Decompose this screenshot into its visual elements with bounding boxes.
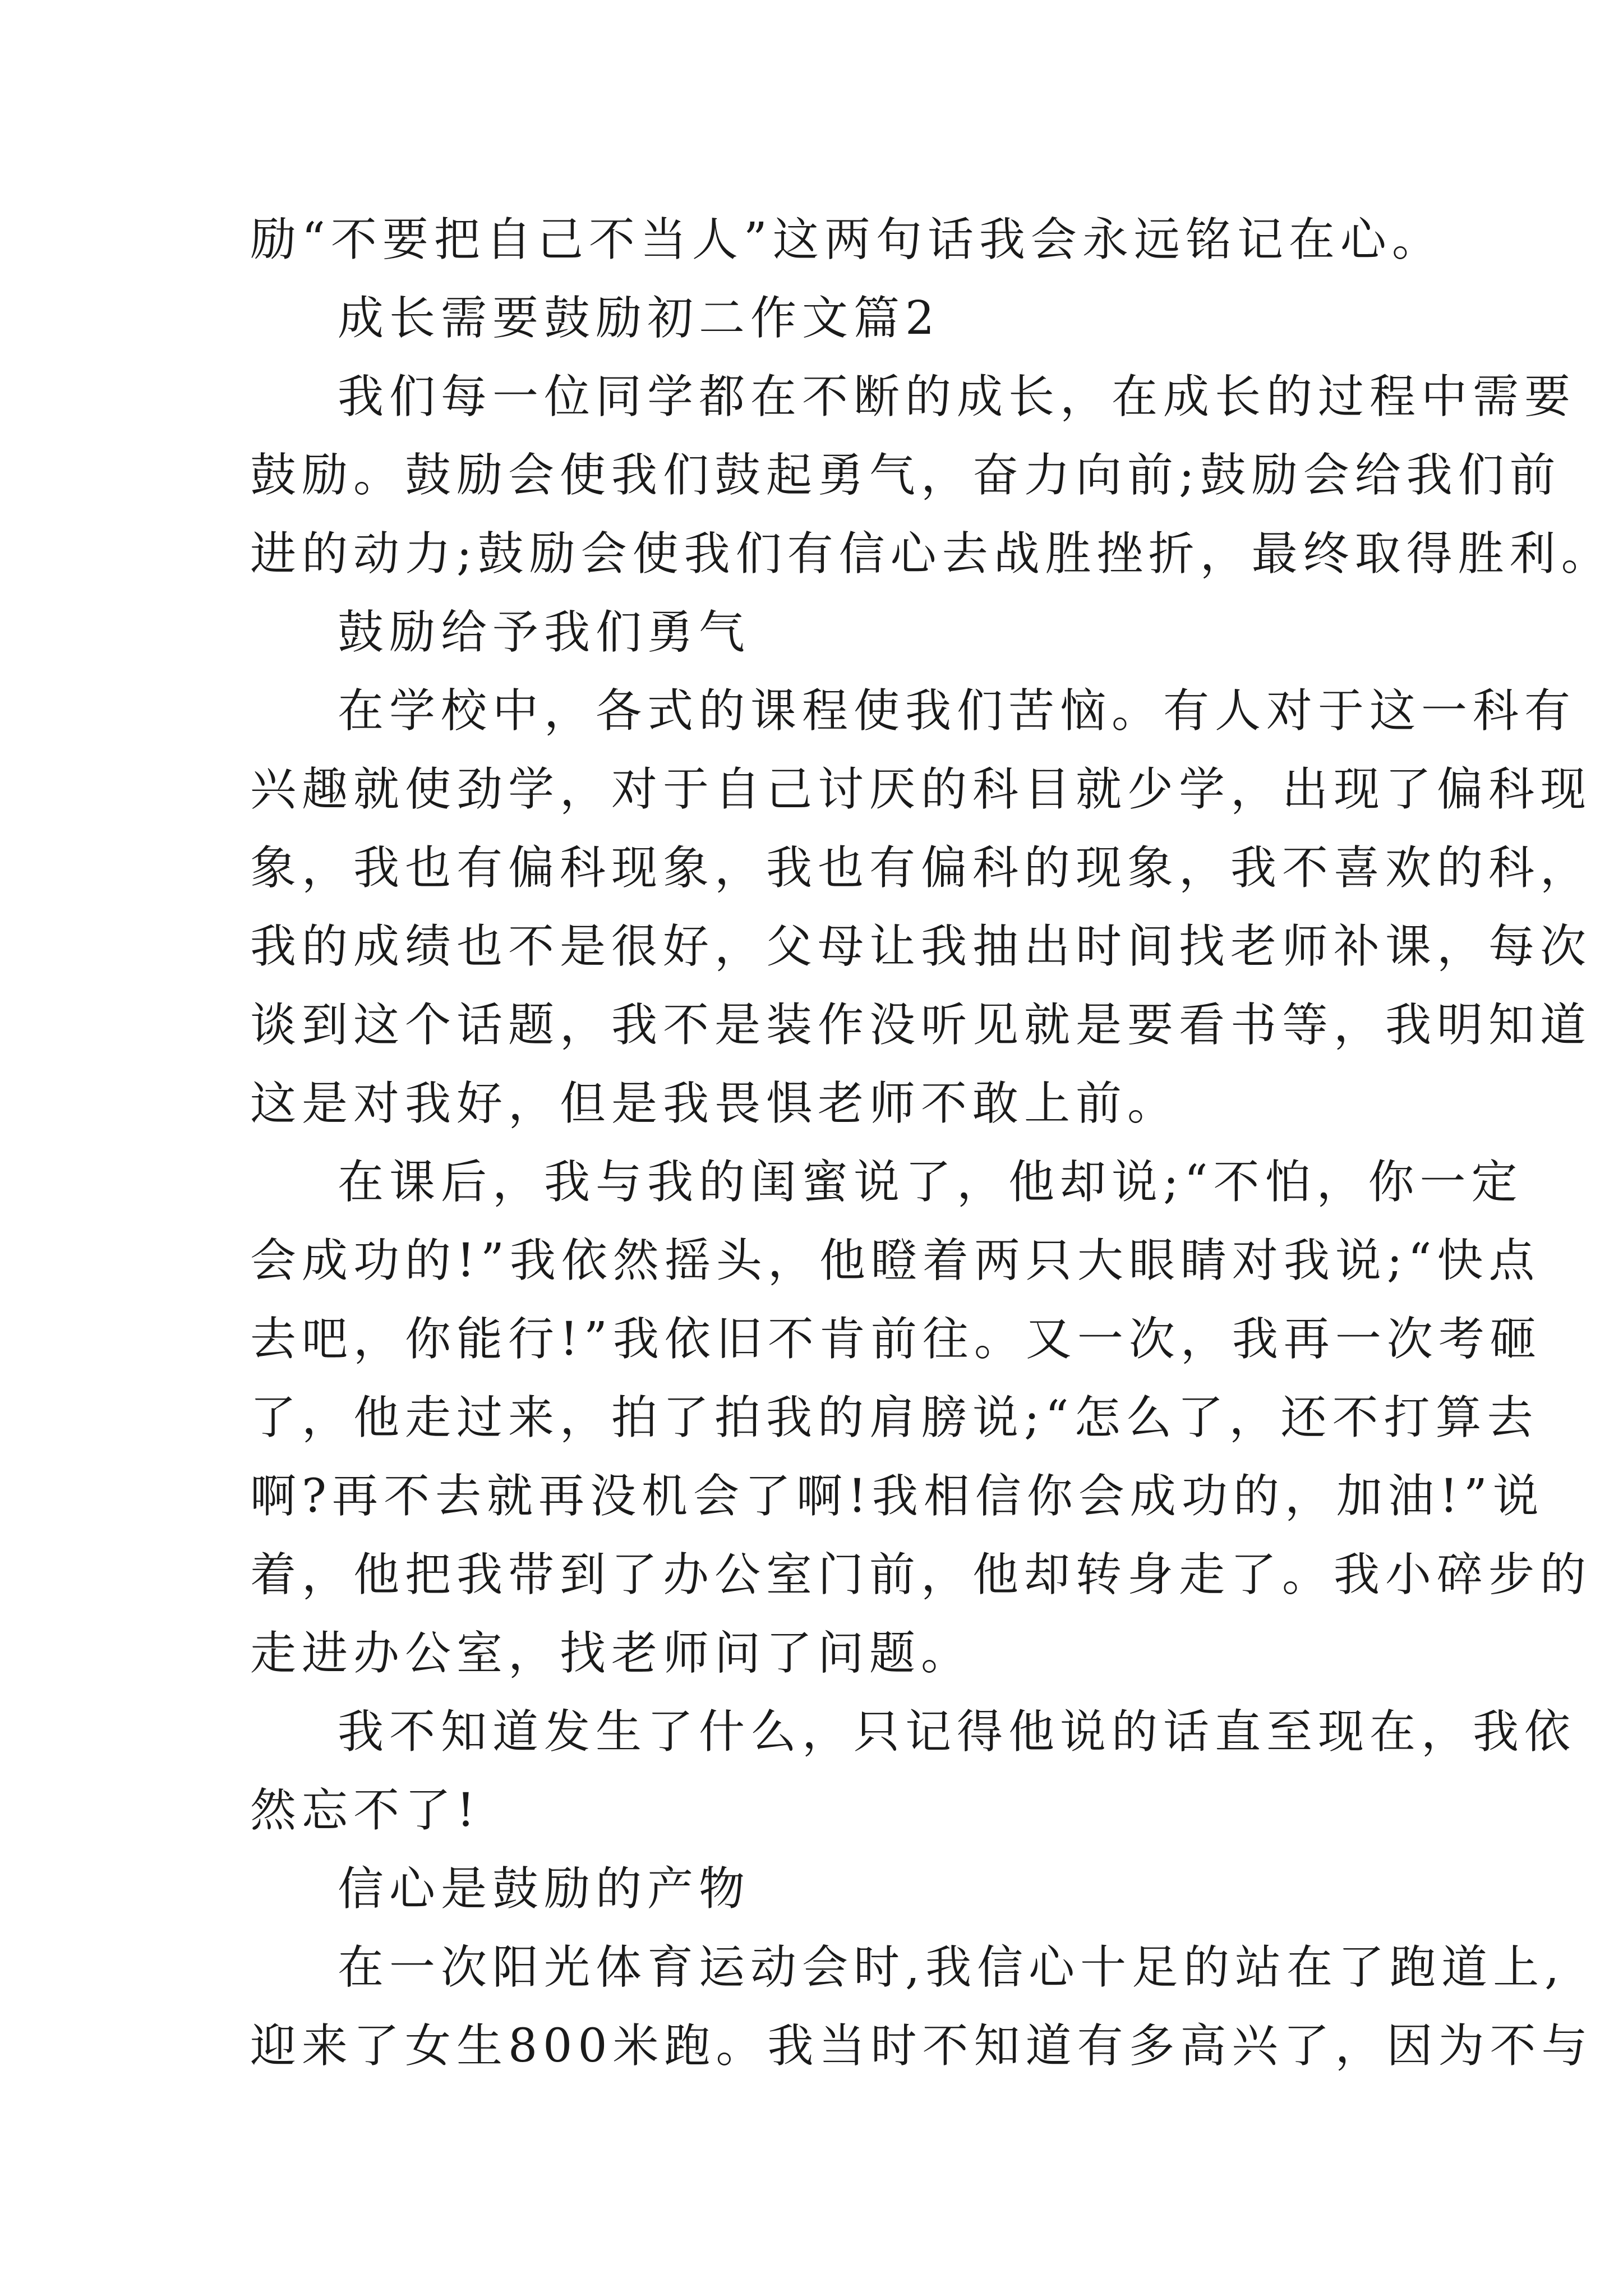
text-line: 兴趣就使劲学，对于自己讨厌的科目就少学，出现了偏科现: [250, 763, 1592, 816]
text-line: 鼓励。鼓励会使我们鼓起勇气，奋力向前;鼓励会给我们前: [250, 449, 1561, 502]
text-line: 啊?再不去就再没机会了啊!我相信你会成功的，加油!”说: [250, 1470, 1544, 1523]
text-line: 在课后，我与我的闺蜜说了，他却说;“不怕，你一定: [338, 1156, 1523, 1209]
text-line: 了，他走过来，拍了拍我的肩膀说;“怎么了，还不打算去: [250, 1391, 1539, 1444]
text-line: 去吧，你能行!”我依旧不肯前往。又一次，我再一次考砸: [250, 1313, 1542, 1366]
text-line: 我们每一位同学都在不断的成长，在成长的过程中需要: [338, 370, 1576, 424]
section-heading: 成长需要鼓励初二作文篇2: [338, 292, 940, 345]
text-line: 着，他把我带到了办公室门前，他却转身走了。我小碎步的: [250, 1548, 1592, 1602]
text-line: 我不知道发生了什么，只记得他说的话直至现在，我依: [338, 1705, 1576, 1759]
text-line: 我的成绩也不是很好，父母让我抽出时间找老师补课，每次: [250, 920, 1592, 973]
text-line: 在学校中，各式的课程使我们苦恼。有人对于这一科有: [338, 684, 1576, 738]
text-line: 进的动力;鼓励会使我们有信心去战胜挫折，最终取得胜利。: [250, 527, 1613, 581]
text-line: 迎来了女生800米跑。我当时不知道有多高兴了，因为不与: [250, 2019, 1593, 2073]
text-line: 在一次阳光体育运动会时,我信心十足的站在了跑道上,: [338, 1941, 1565, 1994]
subheading: 鼓励给予我们勇气: [338, 606, 751, 659]
text-line: 励“不要把自己不当人”这两句话我会永远铭记在心。: [250, 213, 1444, 266]
text-line: 象，我也有偏科现象，我也有偏科的现象，我不喜欢的科，: [250, 841, 1592, 895]
text-line: 这是对我好，但是我畏惧老师不敢上前。: [250, 1077, 1179, 1130]
text-line: 会成功的!”我依然摇头，他瞪着两只大眼睛对我说;“快点: [250, 1234, 1541, 1287]
subheading: 信心是鼓励的产物: [338, 1862, 751, 1916]
text-line: 谈到这个话题，我不是装作没听见就是要看书等，我明知道: [250, 999, 1592, 1052]
text-line: 然忘不了!: [250, 1784, 481, 1837]
text-line: 走进办公室，找老师问了问题。: [250, 1627, 973, 1680]
